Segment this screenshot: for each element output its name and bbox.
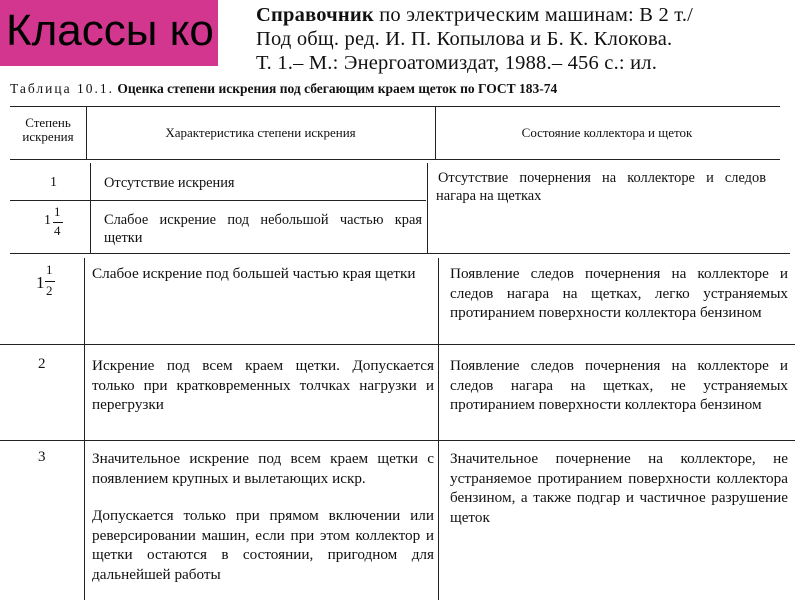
header-bottom-rule [10,159,780,160]
table-title: Оценка степени искрения под сбегающим краем щеток по ГОСТ 183-74 [117,81,558,96]
header-col-divider-2 [435,107,436,159]
row2-characteristic: Слабое искрение под небольшой частью края щетки [104,212,422,246]
reference-title: Справочник [256,4,374,26]
row3-fraction-bar [45,281,55,282]
lower-col-divider-1 [84,258,85,600]
upper-col-divider-2 [427,163,428,253]
reference-line-2: Под общ. ред. И. П. Копылова и Б. К. Клокова. [256,28,673,50]
slide-title: Классы ко [6,6,214,55]
row1-degree: 1 [50,175,57,190]
reference-line-1-rest: по электрическим машинам: В 2 т./ [373,4,694,26]
row3-state: Появление следов почернения на коллекторе и следов нагара на щетках, легко устраняемых протиранием поверхности коллектора бензином [450,265,788,321]
header-col-divider-1 [86,107,87,159]
row3-degree-whole: 1 [36,273,45,292]
row5-characteristic-note: Допускается только при прямом включении или реверсировании машин, если при этом коллектор и щетки остаются в состоянии, пригодном для дальнейшей работы [92,507,434,583]
upper-col-divider-1 [90,163,91,253]
reference-line-1 [256,4,693,27]
row3-characteristic: Слабое искрение под большей частью края щетки [92,265,416,282]
row1-characteristic: Отсутствие искрения [104,175,235,191]
row4-degree: 2 [38,356,46,372]
row3-degree-denominator: 2 [46,283,53,298]
row3-degree-numerator: 1 [46,262,53,277]
page-break-rule [10,253,790,254]
row1-divider-left [10,200,426,201]
reference-line-3: Т. 1.– М.: Энергоатомиздат, 1988.– 456 с.: ил. [256,52,658,74]
table-number: Таблица 10.1. [10,81,114,96]
table-caption [10,81,557,97]
row5-state: Значительное почернение на коллекторе, не устраняемое протиранием поверхности коллектора бензином, а также подгар и частичное разрушение щеток [450,450,788,526]
row3-degree [36,262,60,302]
row4-state: Появление следов почернения на коллекторе и следов нагара на щетках, не устраняемых протиранием поверхности коллектора бензином [450,357,788,413]
header-state: Состояние коллектора и щеток [521,125,693,140]
row2-degree [44,204,68,244]
row2-degree-whole: 1 [44,213,51,228]
header-characteristic: Характеристика степени искрения [165,125,356,140]
row4-bottom-rule [0,440,795,441]
header-degree: Степень искрения [22,115,74,144]
row2-degree-denominator: 4 [54,223,61,238]
row3-bottom-rule [0,344,795,345]
table-top-rule [10,106,780,107]
lower-col-divider-2 [438,258,439,600]
row5-characteristic: Значительное искрение под всем краем щетки с появлением крупных и вылетающих искр. [92,450,434,487]
row1-state: Отсутствие почернения на коллекторе и следов нагара на щетках [436,170,766,204]
row4-characteristic: Искрение под всем краем щетки. Допускается только при кратковременных толчках нагрузки и перегрузки [92,357,434,413]
row5-degree: 3 [38,449,46,465]
row2-degree-numerator: 1 [54,204,61,219]
reference-box [218,0,800,78]
